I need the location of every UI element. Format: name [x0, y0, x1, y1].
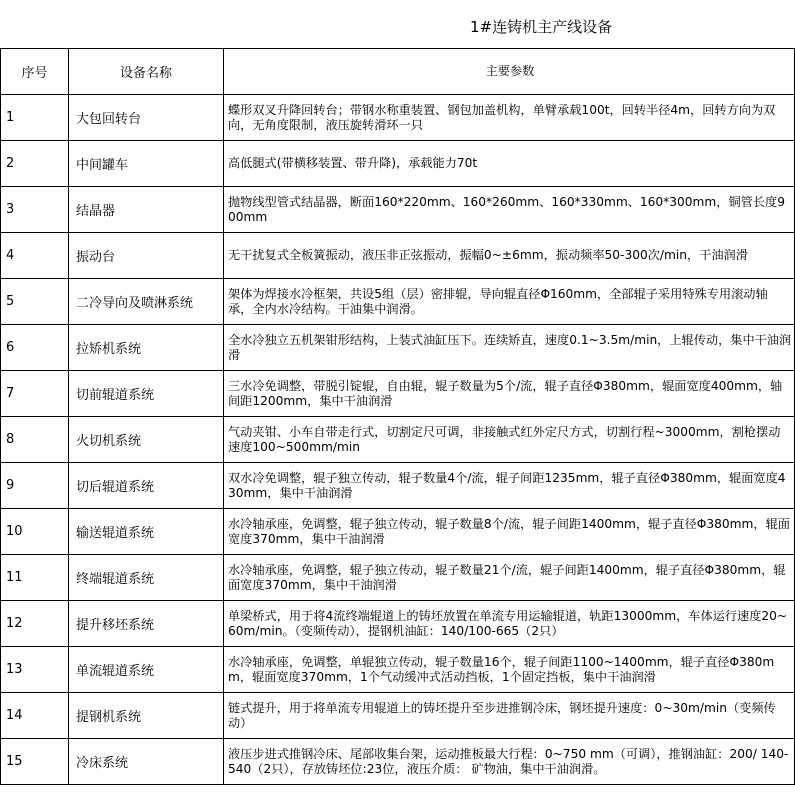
equipment-params-cell — [224, 509, 795, 555]
table-row — [1, 693, 795, 739]
row-index: 6 — [1, 325, 69, 371]
row-index: 15 — [1, 739, 69, 785]
equipment-params: 蝶形双叉升降回转台；带钢水称重装置、钢包加盖机构，单臂承载100t，回转半径4m，回转方向为双向，无角度限制，液压旋转滑环一只 — [228, 102, 776, 132]
table-row — [1, 371, 795, 417]
row-index: 1 — [1, 95, 69, 141]
row-index: 11 — [1, 555, 69, 601]
equipment-name: 切后辊道系统 — [69, 463, 224, 509]
equipment-params-cell — [224, 555, 795, 601]
equipment-params-cell — [224, 739, 795, 785]
row-index: 2 — [1, 141, 69, 187]
row-index: 12 — [1, 601, 69, 647]
equipment-params-cell — [224, 141, 795, 187]
equipment-name: 结晶器 — [69, 187, 224, 233]
row-index: 8 — [1, 417, 69, 463]
equipment-name: 提钢机系统 — [69, 693, 224, 739]
equipment-params: 水冷轴承座，免调整，辊子独立传动，辊子数量21个/流，辊子间距1400mm，辊子直径Φ380mm，辊面宽度370mm，集中干油润滑 — [228, 562, 786, 592]
equipment-params-cell — [224, 279, 795, 325]
equipment-name: 单流辊道系统 — [69, 647, 224, 693]
table-row — [1, 233, 795, 279]
equipment-params-cell — [224, 187, 795, 233]
header-index: 序号 — [1, 49, 69, 95]
row-index: 7 — [1, 371, 69, 417]
equipment-name: 二冷导向及喷淋系统 — [69, 279, 224, 325]
equipment-params-cell — [224, 325, 795, 371]
equipment-name: 输送辊道系统 — [69, 509, 224, 555]
equipment-name: 中间罐车 — [69, 141, 224, 187]
equipment-params-cell — [224, 371, 795, 417]
equipment-name: 切前辊道系统 — [69, 371, 224, 417]
equipment-params: 双水冷免调整，辊子独立传动，辊子数量4个/流，辊子间距1235mm，辊子直径Φ380mm，辊面宽度430mm，集中干油润滑 — [228, 470, 786, 500]
table-row — [1, 509, 795, 555]
equipment-name: 拉矫机系统 — [69, 325, 224, 371]
equipment-params-cell — [224, 463, 795, 509]
row-index: 5 — [1, 279, 69, 325]
table-header-row — [1, 49, 795, 95]
equipment-params-cell — [224, 601, 795, 647]
row-index: 14 — [1, 693, 69, 739]
equipment-name: 振动台 — [69, 233, 224, 279]
equipment-params: 链式提升，用于将单流专用辊道上的铸坯提升至步进推钢冷床，钢坯提升速度：0~30m/min（变频传动） — [228, 700, 776, 730]
table-row — [1, 325, 795, 371]
equipment-name: 火切机系统 — [69, 417, 224, 463]
equipment-params-cell — [224, 417, 795, 463]
table-row — [1, 739, 795, 785]
equipment-params: 水冷轴承座，免调整，辊子独立传动，辊子数量8个/流，辊子间距1400mm，辊子直径Φ380mm，辊面宽度370mm，集中干油润滑 — [228, 516, 790, 546]
equipment-name: 大包回转台 — [69, 95, 224, 141]
table-row — [1, 463, 795, 509]
header-params: 主要参数 — [224, 49, 795, 95]
equipment-params: 抛物线型管式结晶器，断面160*220mm、160*260mm、160*330mm、160*300mm，铜管长度900mm — [228, 194, 785, 224]
page-title — [0, 0, 795, 48]
equipment-name: 提升移坯系统 — [69, 601, 224, 647]
equipment-name: 冷床系统 — [69, 739, 224, 785]
equipment-params: 架体为焊接水冷框架，共设5组（层）密排辊，导向辊直径Φ160mm，全部辊子采用特殊专用滚动轴承，全内水冷结构。干油集中润滑。 — [228, 286, 768, 316]
equipment-params: 无干扰复式全板簧振动，液压非正弦振动，振幅0~±6mm，振动频率50-300次/min，干油润滑 — [228, 248, 748, 262]
table-row — [1, 141, 795, 187]
equipment-params-cell — [224, 693, 795, 739]
row-index: 3 — [1, 187, 69, 233]
table-row — [1, 95, 795, 141]
table-row — [1, 647, 795, 693]
row-index: 13 — [1, 647, 69, 693]
row-index: 9 — [1, 463, 69, 509]
page-title-text: 1#连铸机主产线设备 — [470, 18, 613, 36]
table-row — [1, 417, 795, 463]
equipment-params: 全水冷独立五机架钳形结构，上装式油缸压下。连续矫直，速度0.1~3.5m/min，上辊传动，集中干油润滑 — [228, 332, 792, 362]
table-row — [1, 601, 795, 647]
row-index: 10 — [1, 509, 69, 555]
equipment-params-cell — [224, 95, 795, 141]
equipment-params: 高低腿式(带横移装置、带升降)，承载能力70t — [228, 156, 478, 170]
header-name: 设备名称 — [69, 49, 224, 95]
table-row — [1, 279, 795, 325]
equipment-name: 终端辊道系统 — [69, 555, 224, 601]
table-row — [1, 555, 795, 601]
row-index: 4 — [1, 233, 69, 279]
equipment-params: 三水冷免调整，带脱引锭辊，自由辊，辊子数量为5个/流，辊子直径Φ380mm，辊面宽度400mm，轴间距1200mm，集中干油润滑 — [228, 378, 783, 408]
equipment-params: 气动夹钳、小车自带走行式，切割定尺可调，非接触式红外定尺方式，切割行程~3000mm，割枪摆动速度100~500mm/min — [228, 424, 781, 454]
equipment-params: 液压步进式推钢冷床、尾部收集台架，运动推板最大行程：0~750 mm（可调），推钢油缸：200/ 140-540（2只），存放铸坯位:23位，液压介质： 矿物油，集中干油润滑。 — [228, 746, 789, 776]
equipment-params: 单梁桥式，用于将4流终端辊道上的铸坯放置在单流专用运输辊道，轨距13000mm，车体运行速度20~60m/min。（变频传动），提钢机油缸：140/100-665（2只） — [228, 608, 788, 638]
table-row — [1, 187, 795, 233]
equipment-table — [0, 48, 795, 785]
equipment-params: 水冷轴承座，免调整，单辊独立传动，辊子数量16个，辊子间距1100~1400mm，辊子直径Φ380mm，辊面宽度370mm，1个气动缓冲式活动挡板，1个固定挡板，集中干油润滑 — [228, 654, 775, 684]
equipment-params-cell — [224, 233, 795, 279]
equipment-params-cell — [224, 647, 795, 693]
